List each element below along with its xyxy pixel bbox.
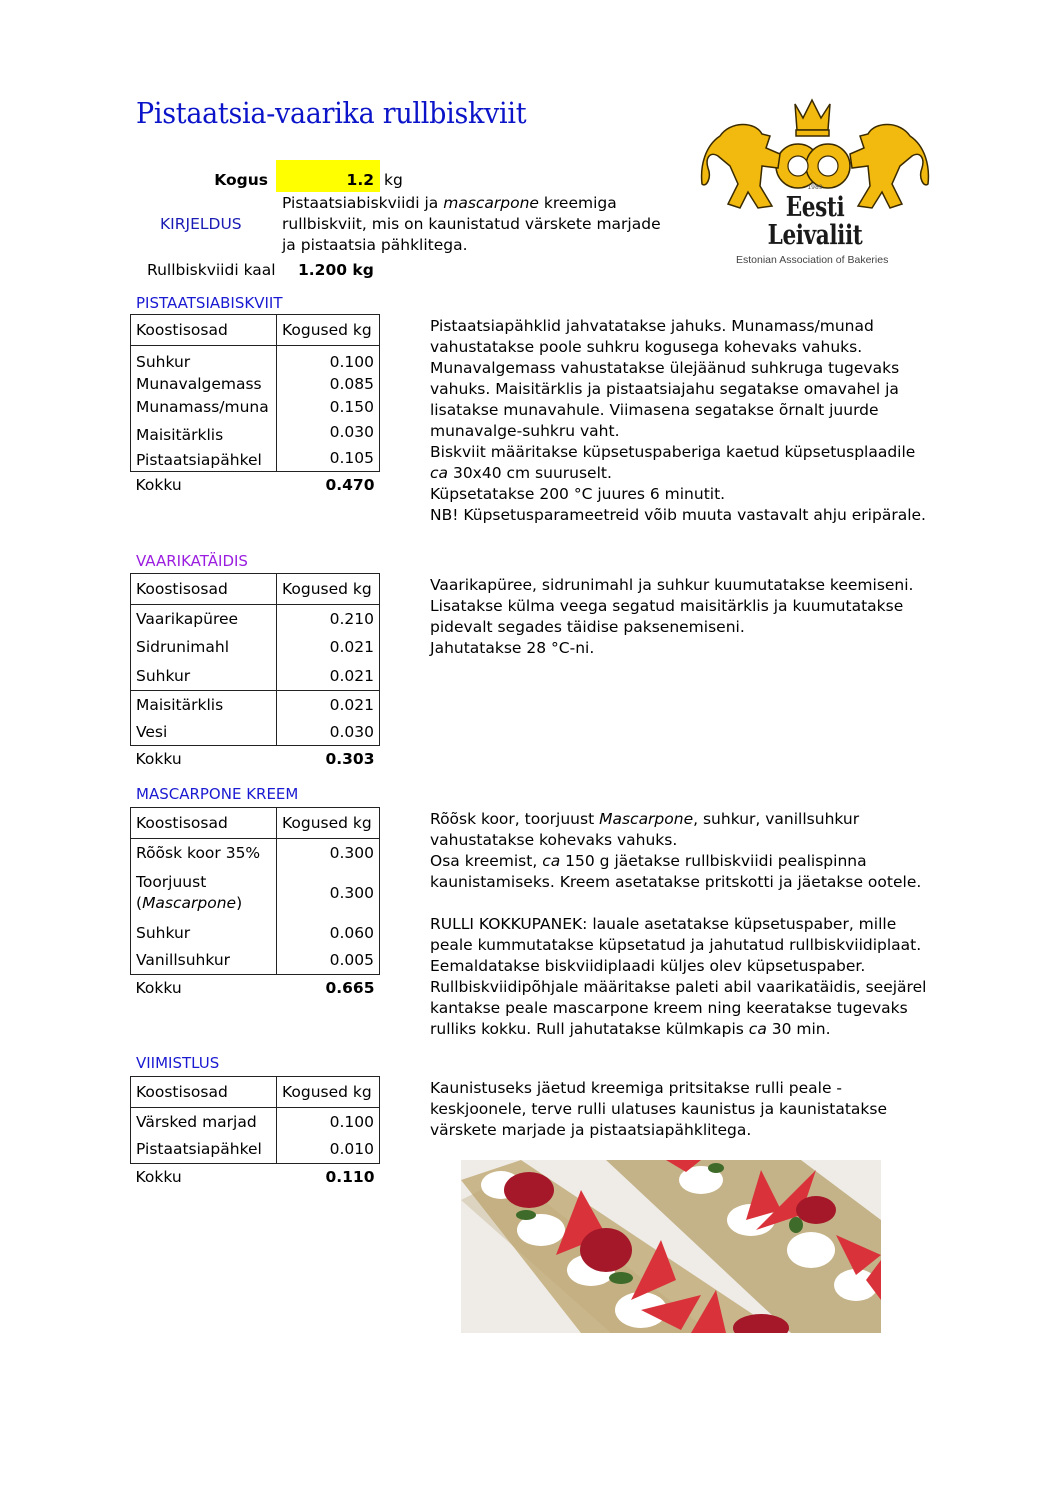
- ingredients-table-mascarpone-cream: [130, 807, 380, 997]
- section-title-finishing: VIIMISTLUS: [136, 1054, 220, 1072]
- instruction-paragraph: NB! Küpsetusparameetreid võib muuta vastavalt ahju eripärale.: [430, 506, 926, 524]
- ingredient-name: Suhkur: [131, 346, 277, 372]
- total-label: Kokku: [135, 1168, 182, 1186]
- ingredient-name: Toorjuust (Mascarpone): [131, 867, 277, 919]
- ingredient-quantity: 0.150: [277, 396, 380, 418]
- column-header-quantity: Kogused kg: [277, 808, 380, 839]
- section-title-pistachio-sponge: PISTAATSIABISKVIIT: [136, 294, 283, 312]
- instruction-text: Rõõsk koor, toorjuust: [430, 810, 600, 828]
- instruction-paragraph: [430, 914, 930, 1040]
- total-row: [131, 472, 380, 495]
- ingredient-quantity: 0.030: [277, 719, 380, 746]
- instruction-italic: Mascarpone: [599, 810, 694, 828]
- instructions-mascarpone-cream: [430, 809, 930, 1040]
- table-header-row: [131, 315, 380, 346]
- ingredient-name: Vesi: [131, 719, 277, 746]
- instruction-italic: ca: [542, 852, 561, 870]
- table-row: [131, 947, 380, 975]
- instruction-text: Biskviit määritakse küpsetuspaberiga kaetud küpsetusplaadile: [430, 443, 916, 461]
- instruction-paragraph: [430, 442, 930, 484]
- total-label: Kokku: [135, 750, 182, 768]
- table-row: [131, 1108, 380, 1136]
- logo-year: 1989: [807, 184, 823, 191]
- ingredient-quantity: 0.021: [277, 662, 380, 691]
- description-part: Pistaatsiabiskviidi ja: [282, 194, 444, 212]
- instruction-text: , suhkur, vanillsuhkur vahustatakse kohevaks vahuks.: [430, 810, 860, 849]
- ingredient-quantity: 0.030: [277, 418, 380, 446]
- instruction-paragraph: [430, 851, 930, 893]
- instruction-paragraph: Kaunistuseks jäetud kreemiga pritsitakse rulli peale - keskjoonele, terve rulli ulatuses kaunistus ja kaunistatakse värskete marjade ja pistaatsiapähklitega.: [430, 1079, 887, 1139]
- ingredient-name: Maisitärklis: [131, 418, 277, 446]
- ingredient-name: Suhkur: [131, 919, 277, 947]
- total-value: 0.303: [325, 750, 375, 768]
- section-title-mascarpone-cream: MASCARPONE KREEM: [136, 785, 299, 803]
- ingredient-name: Pistaatsiapähkel: [131, 1136, 277, 1164]
- table-row: [131, 605, 380, 633]
- total-label: Kokku: [135, 476, 182, 494]
- ingredient-quantity: 0.210: [277, 605, 380, 633]
- table-header-row: [131, 808, 380, 839]
- ingredient-name: Maisitärklis: [131, 691, 277, 719]
- description-part: kreemiga rullbiskviit, mis on kaunistatud värskete marjade ja pistaatsia pähklitega.: [282, 194, 661, 254]
- ingredient-name: Vanillsuhkur: [131, 947, 277, 975]
- table-row: [131, 372, 380, 396]
- ingredient-quantity: 0.100: [277, 1108, 380, 1136]
- quantity-unit: kg: [384, 171, 403, 189]
- ingredient-quantity: 0.085: [277, 372, 380, 396]
- table-header-row: [131, 574, 380, 605]
- ingredient-quantity: 0.300: [277, 839, 380, 867]
- instruction-paragraph: Vaarikapüree, sidrunimahl ja suhkur kuumutatakse keemiseni. Lisatakse külma veega segatud maisitärklis ja kuumutatakse pidevalt segades täidise paksenemiseni.: [430, 576, 914, 636]
- roll-weight-value: 1.200 kg: [298, 261, 374, 279]
- ingredient-quantity: 0.005: [277, 947, 380, 975]
- instruction-text: RULLI KOKKUPANEK: lauale asetatakse küpsetuspaber, mille peale kummutatakse küpsetatud ja jahutatud rullbiskviidiplaat. Eemaldatakse biskviidiplaadi küljes olev küpsetuspaber. Rullbiskviidipõhjale määritakse paleti abil vaarikatäidis, seejärel kantakse peale mascarpone kreem ning keeratakse tugevaks rulliks kokku. Rull jahutatakse külmkapis: [430, 915, 927, 1038]
- ingredients-table-pistachio-sponge: [130, 314, 380, 494]
- ingredient-quantity: 0.060: [277, 919, 380, 947]
- instruction-paragraph: [430, 809, 930, 851]
- instruction-italic: ca: [748, 1020, 767, 1038]
- ingredient-name: Munamass/muna: [131, 396, 277, 418]
- instructions-raspberry-filling: [430, 575, 930, 659]
- table-row: [131, 691, 380, 719]
- roll-weight-label: Rullbiskviidi kaal: [147, 261, 276, 279]
- table-row: [131, 662, 380, 691]
- total-value: 0.110: [325, 1168, 375, 1186]
- column-header-ingredients: Koostisosad: [131, 574, 277, 605]
- ingredient-name: Värsked marjad: [131, 1108, 277, 1136]
- description-italic: mascarpone: [443, 194, 539, 212]
- instruction-paragraph: Küpsetatakse 200 °C juures 6 minutit.: [430, 485, 726, 503]
- table-row: [131, 446, 380, 472]
- instruction-text: Osa kreemist,: [430, 852, 543, 870]
- instruction-text: 30 min.: [766, 1020, 831, 1038]
- instructions-finishing: [430, 1078, 890, 1141]
- column-header-ingredients: Koostisosad: [131, 315, 277, 346]
- instruction-italic: ca: [430, 464, 449, 482]
- total-label: Kokku: [135, 979, 182, 997]
- logo-word-leivaliit: Leivaliit: [767, 220, 863, 251]
- table-row: [131, 867, 380, 919]
- ingredient-quantity: 0.021: [277, 633, 380, 662]
- column-header-ingredients: Koostisosad: [131, 1077, 277, 1108]
- logo-word-eesti: Eesti: [785, 192, 845, 223]
- total-row: [131, 975, 380, 998]
- instruction-text: 30x40 cm suuruselt.: [448, 464, 612, 482]
- total-row: [131, 1164, 380, 1187]
- table-row: [131, 839, 380, 867]
- column-header-quantity: Kogused kg: [277, 1077, 380, 1108]
- quantity-value-field[interactable]: 1.2: [276, 160, 380, 192]
- ingredient-name: Sidrunimahl: [131, 633, 277, 662]
- ingredients-table-raspberry-filling: [130, 573, 380, 768]
- instruction-text: 150 g jäetakse rullbiskviidi pealispinna kaunistamiseks. Kreem asetatakse pritskotti ja jäetakse ootele.: [430, 852, 922, 891]
- quantity-label: Kogus: [214, 171, 268, 189]
- ingredient-quantity: 0.100: [277, 346, 380, 372]
- ingredients-table-finishing: [130, 1076, 380, 1186]
- description-label: KIRJELDUS: [160, 215, 242, 233]
- table-row: [131, 396, 380, 418]
- ingredient-quantity: 0.021: [277, 691, 380, 719]
- cake-roll-image: [461, 1160, 881, 1333]
- column-header-quantity: Kogused kg: [277, 574, 380, 605]
- ingredient-name: Rõõsk koor 35%: [131, 839, 277, 867]
- ingredient-name: Munavalgemass: [131, 372, 277, 396]
- ingredient-name: Vaarikapüree: [131, 605, 277, 633]
- ingredient-name: Suhkur: [131, 662, 277, 691]
- ingredient-name-italic: Mascarpone: [142, 893, 237, 912]
- cake-roll-photo: [461, 1160, 881, 1333]
- total-row: [131, 746, 380, 769]
- instructions-pistachio-sponge: [430, 316, 930, 526]
- instruction-paragraph: Jahutatakse 28 °C-ni.: [430, 639, 595, 657]
- table-row: [131, 346, 380, 372]
- ingredient-name: Pistaatsiapähkel: [131, 446, 277, 472]
- table-row: [131, 719, 380, 746]
- eesti-leivaliit-logo: [700, 96, 930, 274]
- logo-caption: Estonian Association of Bakeries: [736, 254, 889, 266]
- table-row: [131, 418, 380, 446]
- total-value: 0.665: [325, 979, 375, 997]
- column-header-quantity: Kogused kg: [277, 315, 380, 346]
- recipe-title: Pistaatsia-vaarika rullbiskviit: [136, 96, 527, 130]
- section-title-raspberry-filling: VAARIKATÄIDIS: [136, 552, 248, 570]
- ingredient-quantity: 0.010: [277, 1136, 380, 1164]
- total-value: 0.470: [325, 476, 375, 494]
- table-row: [131, 1136, 380, 1164]
- column-header-ingredients: Koostisosad: [131, 808, 277, 839]
- description-text: [282, 193, 662, 256]
- table-row: [131, 919, 380, 947]
- ingredient-name-part: Toorjuust: [136, 872, 207, 891]
- spacer: [430, 893, 930, 914]
- table-header-row: [131, 1077, 380, 1108]
- ingredient-quantity: 0.300: [277, 867, 380, 919]
- ingredient-quantity: 0.105: [277, 446, 380, 472]
- table-row: [131, 633, 380, 662]
- instruction-paragraph: Pistaatsiapähklid jahvatatakse jahuks. Munamass/munad vahustatakse poole suhkru kogusega kohevaks vahuks. Munavalgemass vahustatakse ülejäänud suhkruga tugevaks vahuks. Maisitärklis ja pistaatsiajahu segatakse omavahel ja lisatakse munavahule. Viimasena segatakse õrnalt juurde munavalge-suhkru vaht.: [430, 317, 900, 440]
